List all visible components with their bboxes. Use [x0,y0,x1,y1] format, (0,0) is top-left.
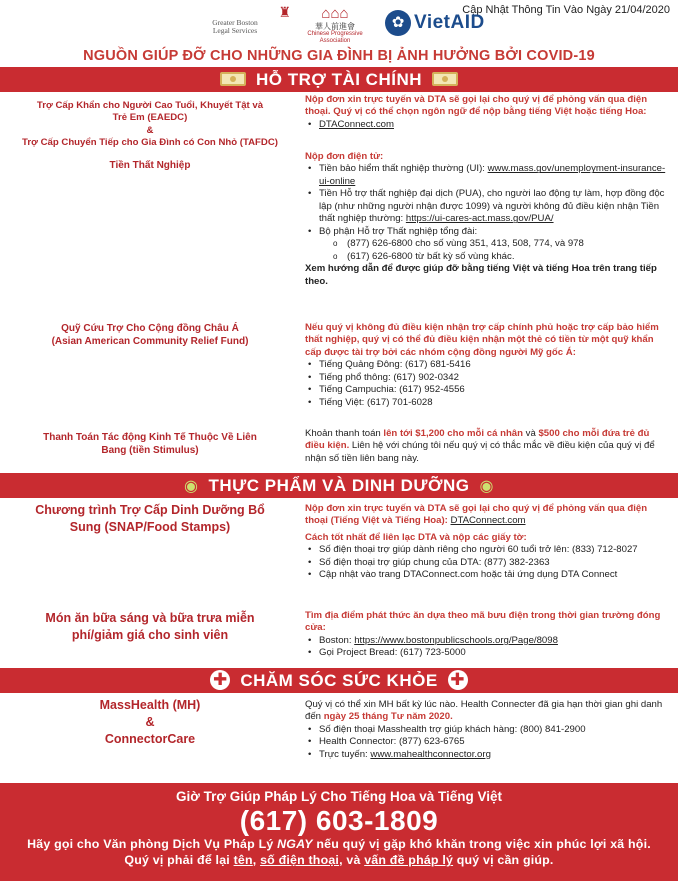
vietaid-logo [385,10,485,36]
aacrf-phone-mandarin: • Tiếng phổ thông: (617) 902-0342 [305,372,670,384]
vietaid-text: VietAID [414,11,485,33]
masshealth-label: MassHealth (MH) [99,698,201,712]
eaedc-amp: & [146,124,154,136]
medical-cross-icon: ✚ [448,670,468,690]
meals-boston-label: Boston: [319,634,355,646]
snap-desc: Nộp đơn xin trực tuyến và DTA sẽ gọi lại cho quý vị để phỏng vấn qua điện thoại (Tiếng Việt và Tiếng Hoa): [305,503,648,527]
meals-desc: Tìm địa điểm phát thức ăn dựa theo mã bưu điện trong thời gian trường đóng cửa: [305,610,661,634]
aacrf-phone-khmer: • Tiếng Campuchia: (617) 952-4556 [305,384,670,396]
stimulus-t3: và [523,428,539,439]
connector-phone: • Health Connector: (877) 623-6765 [305,736,670,748]
eaedc-label: Trợ Cấp Khẩn cho Người Cao Tuổi, Khuyết Tật và Trẻ Em (EAEDC) [36,100,264,124]
vietaid-circle-icon: ✿ [385,10,411,36]
aacrf-phone-vietnamese: • Tiếng Việt: (617) 701-6028 [305,397,670,409]
ui-item [305,163,670,188]
pua-item [305,188,670,225]
aacrf-label: Quỹ Cứu Trợ Cho Cộng đồng Châu Á [61,323,239,334]
unemployment-note: Xem hướng dẫn để được giúp đỡ bằng tiếng Việt và tiếng Hoa trên trang tiếp theo. [305,263,657,287]
footer-name: tên [233,853,253,868]
masshealth-amp: & [145,714,155,729]
meals-boston [305,635,670,647]
cpa-line2: Association [319,37,351,44]
gbls-line2: Legal Services [212,26,258,36]
ui-link[interactable]: www.mass.gov/unemployment-insurance-ui-online [319,163,666,187]
masshealth-t1: Quý vị có thể xin MH bất kỳ lúc nào. Health Connecter đã gia hạn thời gian ghi danh đến [305,699,663,723]
bowl-icon: ◉ [184,478,199,495]
meals-left [0,608,300,668]
cpa-logo [300,6,370,44]
eaedc-right [300,92,678,147]
section-food [0,473,678,498]
snap-update: • Cập nhật vào trang DTAConnect.com hoặc tải ứng dụng DTA Connect [305,569,670,581]
aacrf-left [0,317,300,423]
stimulus-right [300,423,678,472]
stimulus-t4: $500 cho mỗi đứa trẻ đủ điều kiện. [305,428,650,452]
bowl-icon: ◉ [479,478,494,495]
hotline-text: Bộ phận Hỗ trợ Thất nghiệp tổng đài: [319,225,478,237]
masshealth-online [305,749,670,761]
stimulus-label: Thanh Toán Tác động Kinh Tế Thuộc Về Liên Bang (tiền Stimulus) [43,432,257,456]
masshealth-left [0,693,300,767]
snap-dtaconnect-link[interactable]: DTAConnect.com [450,515,526,527]
update-note: Cập Nhật Thông Tin Vào Ngày 21/04/2020 [462,4,670,16]
hotline-item [305,226,670,263]
bps-link[interactable]: https://www.bostonpublicschools.org/Page/8098 [354,634,558,646]
hotline-1: o (877) 626-6800 cho số vùng 351, 413, 508, 774, và 978 [319,238,670,250]
footer-b: nếu quý vị gặp khó khăn trong việc xin phúc lợi xã hội. Quý vị phải để lại [124,836,651,868]
section-health-label: CHĂM SÓC SỨC KHỎE [240,671,438,690]
masshealth-phone: • Số điện thoại Masshealth trợ giúp khách hàng: (800) 841-2900 [305,724,670,736]
snap-contact-title: Cách tốt nhất để liên lạc DTA và nộp các giấy tờ: [305,531,527,543]
aacrf-label-en: (Asian American Community Relief Fund) [51,336,249,347]
aacrf-desc: Nếu quý vị không đủ điều kiện nhận trợ cấp chính phủ hoặc trợ cấp bảo hiểm thất nghiệp, quý vị có thể đủ điều kiện nhận một thẻ có tiền từ một quỹ khẩn cấp được tài trợ bởi các nhóm cộng đồng người Mỹ gốc Á: [305,322,659,358]
stimulus-t1: Khoản thanh toán [305,428,384,439]
footer-c: , [252,853,261,868]
online-label: Trực tuyến: [319,748,371,760]
ui-text: Tiền bảo hiểm thất nghiệp thường (UI): [319,163,488,175]
medical-cross-icon: ✚ [210,670,230,690]
mahealthconnector-link[interactable]: www.mahealthconnector.org [370,748,491,760]
footer-a: Hãy gọi cho Văn phòng Dịch Vụ Pháp Lý [27,836,278,851]
legal-hotline-footer [0,783,678,881]
header [0,0,678,46]
section-financial [0,67,678,92]
meals-right [300,608,678,668]
money-icon [432,72,458,86]
apply-online-title: Nộp đơn điện tử: [305,151,384,162]
snap-phone-60: • Số điện thoại trợ giúp dành riêng cho người 60 tuổi trở lên: (833) 712-8027 [305,544,670,556]
footer-e: quý vị cần giúp. [453,853,554,868]
footer-phone[interactable]: (617) 603-1809 [239,804,439,836]
footer-phone-number: số điện thoại [260,853,340,868]
unemployment-row [0,147,678,317]
eaedc-row [0,92,678,147]
eaedc-desc: Nộp đơn xin trực tuyến và DTA sẽ gọi lại cho quý vị để phỏng vấn qua điện thoại. Quý vị có thể chọn ngôn ngữ để nộp bằng tiếng Việt hoặc tiếng Hoa: [305,94,648,118]
connectorcare-label: ConnectorCare [104,731,196,746]
aacrf-row [0,317,678,423]
meals-label: Món ăn bữa sáng và bữa trưa miễn phí/giảm giá cho sinh viên [45,611,255,642]
hotline-2: o (617) 626-6800 từ bất kỳ số vùng khác. [319,251,670,263]
money-icon [220,72,246,86]
meals-bread: • Gọi Project Bread: (617) 723-5000 [305,647,670,659]
cpa-line1: Chinese Progressive [307,31,363,38]
masshealth-deadline: ngày 25 tháng Tư năm 2020. [323,711,453,723]
page-title: NGUỒN GIÚP ĐỠ CHO NHỮNG GIA ĐÌNH BỊ ẢNH HƯỞNG BỞI COVID-19 [83,48,595,64]
snap-right [300,498,678,608]
dtaconnect-link[interactable]: DTAConnect.com [319,118,394,130]
unemployment-left [0,147,300,317]
unemployment-label: Tiền Thất Nghiệp [109,160,191,171]
snap-label: Chương trình Trợ Cấp Dinh Dưỡng Bổ Sung (SNAP/Food Stamps) [35,503,265,534]
pua-text: Tiền Hỗ trợ thất nghiệp đại dịch (PUA), cho người lao động tự làm, hợp đồng độc lập (như những người nhận được 1099) và người không đủ điều kiện nhận Tiền thất nghiệp thường: [319,188,665,225]
section-health [0,668,678,693]
section-financial-label: HỖ TRỢ TÀI CHÍNH [255,70,423,89]
snap-phone-general: • Số điện thoại trợ giúp chung của DTA: (877) 382-2363 [305,557,670,569]
footer-issue: vấn đề pháp lý [364,853,454,868]
section-food-label: THỰC PHẨM VÀ DINH DƯỠNG [208,476,470,495]
footer-now: NGAY [277,836,313,851]
gbls-line1: Greater Boston [212,18,258,27]
stimulus-t2: lên tới $1,200 cho mỗi cá nhân [383,428,523,439]
gbls-logo [175,6,295,36]
cpa-zh: 華人前進會 [315,21,355,31]
meals-row [0,608,678,668]
snap-row [0,498,678,608]
footer-heading: Giờ Trợ Giúp Pháp Lý Cho Tiếng Hoa và Tiếng Việt [176,789,502,804]
masshealth-right [300,693,678,767]
torch-icon: ♜ [278,6,291,21]
snap-left [0,498,300,608]
tafdc-label: Trợ Cấp Chuyển Tiếp cho Gia Đình có Con Nhỏ (TAFDC) [22,137,278,149]
eaedc-left [0,92,300,147]
stimulus-row [0,423,678,472]
stimulus-left [0,423,300,472]
aacrf-right [300,317,678,423]
unemployment-right [300,147,678,317]
stimulus-t5: Liên hệ với chúng tôi nếu quý vị có thắc mắc về điều kiện của quý vị để nhận số tiền liên bang này. [305,440,655,464]
footer-message [0,836,678,869]
footer-d: , và [339,853,365,868]
aacrf-phone-cantonese: • Tiếng Quảng Đông: (617) 681-5416 [305,359,670,371]
cpa-mark-icon: ⌂⌂⌂ [321,5,349,22]
pua-link[interactable]: https://ui-cares-act.mass.gov/PUA/ [405,213,554,225]
masshealth-row [0,693,678,767]
